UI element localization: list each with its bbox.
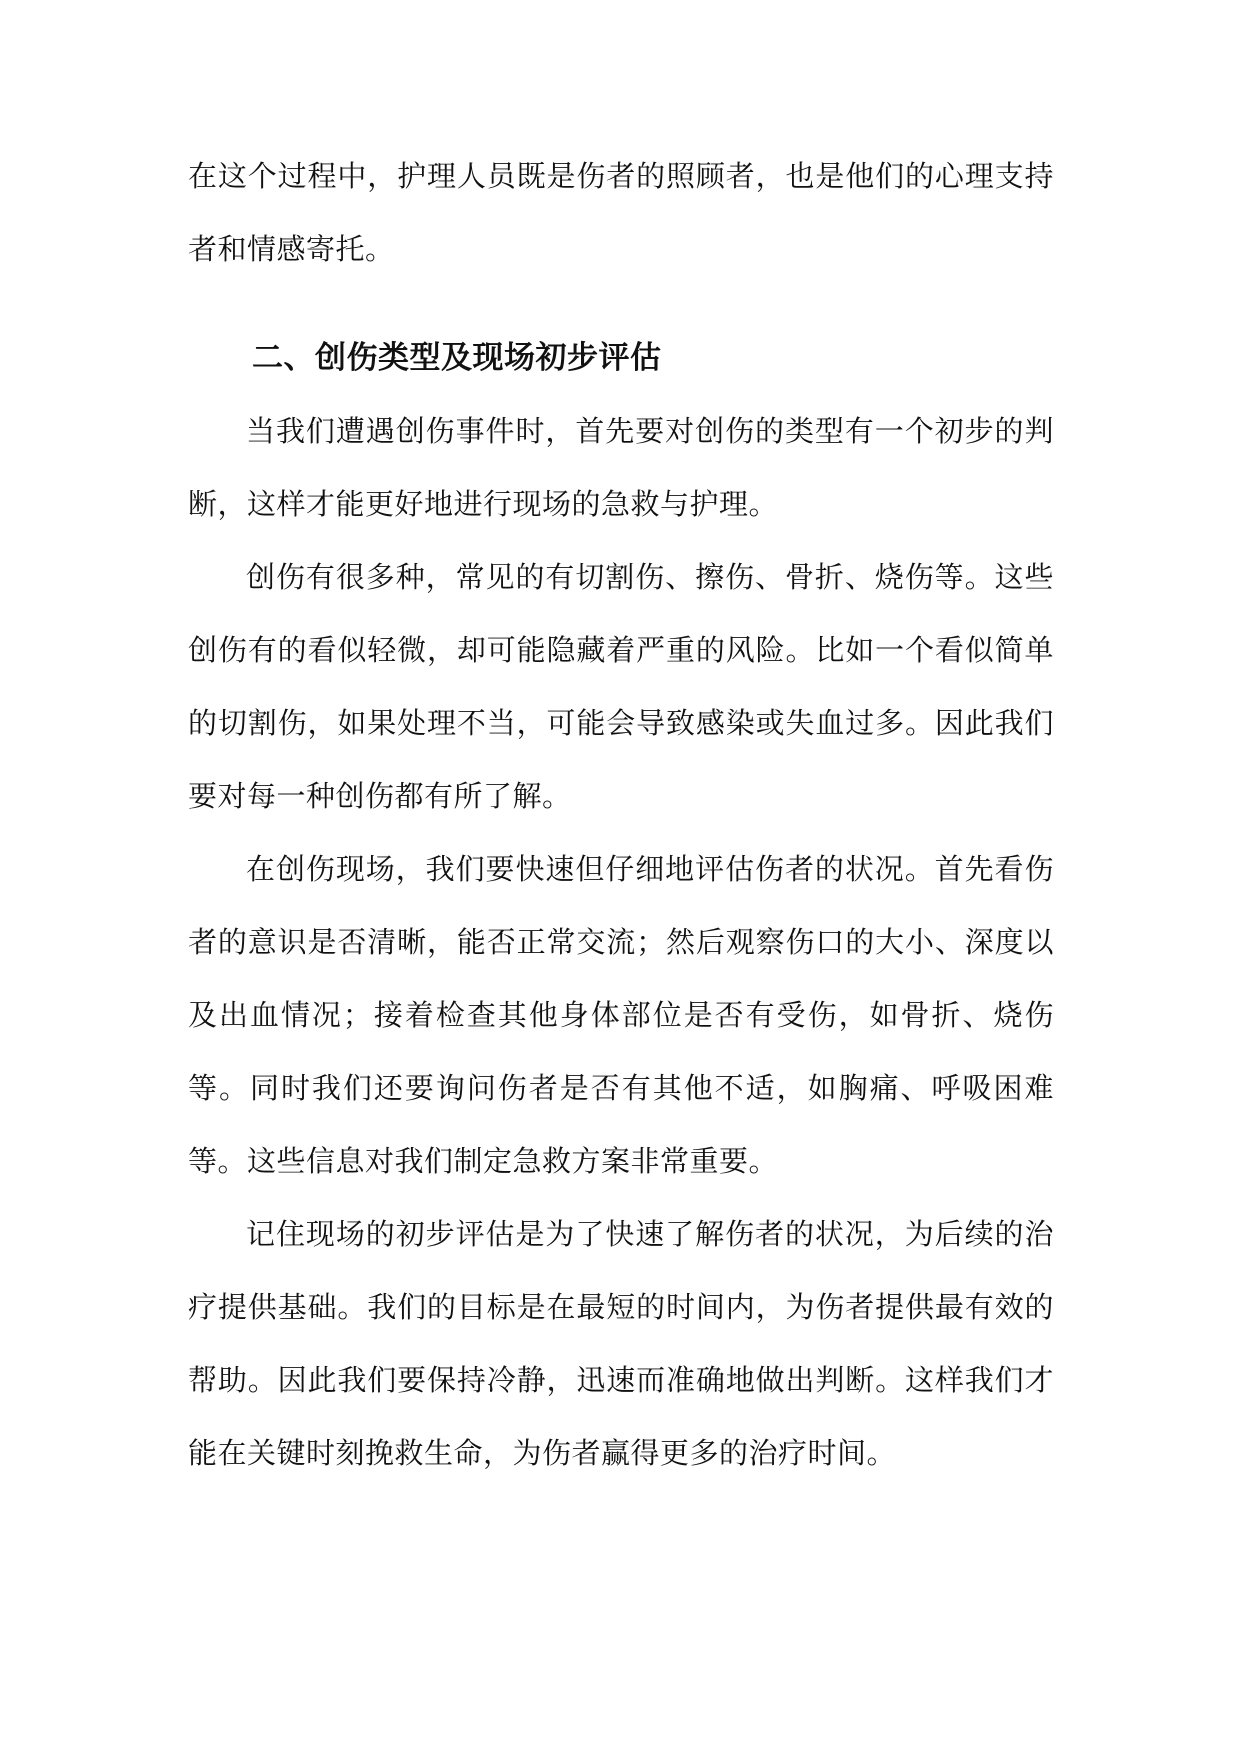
paragraph-scene-assessment: 在创伤现场，我们要快速但仔细地评估伤者的状况。首先看伤者的意识是否清晰，能否正常交流；然后观察伤口的大小、深度以及出血情况；接着检查其他身体部位是否有受伤，如骨折、烧伤等。同时我们还要询问伤者是否有其他不适，如胸痛、呼吸困难等。这些信息对我们制定急救方案非常重要。 [188,852,1054,1178]
paragraph-injury-judgement: 当我们遭遇创伤事件时，首先要对创伤的类型有一个初步的判断，这样才能更好地进行现场的急救与护理。 [188,414,1054,521]
spacer [188,286,1054,322]
intro-paragraph: 在这个过程中，护理人员既是伤者的照顾者，也是他们的心理支持者和情感寄托。 [188,159,1054,266]
document-body [188,140,1054,1490]
section-heading: 二、创伤类型及现场初步评估 [252,340,662,376]
paragraph-assessment-goal: 记住现场的初步评估是为了快速了解伤者的状况，为后续的治疗提供基础。我们的目标是在最短的时间内，为伤者提供最有效的帮助。因此我们要保持冷静，迅速而准确地做出判断。这样我们才能在关键时刻挽救生命，为伤者赢得更多的治疗时间。 [188,1217,1054,1470]
paragraph-injury-types: 创伤有很多种，常见的有切割伤、擦伤、骨折、烧伤等。这些创伤有的看似轻微，却可能隐藏着严重的风险。比如一个看似简单的切割伤，如果处理不当，可能会导致感染或失血过多。因此我们要对每一种创伤都有所了解。 [188,560,1054,813]
